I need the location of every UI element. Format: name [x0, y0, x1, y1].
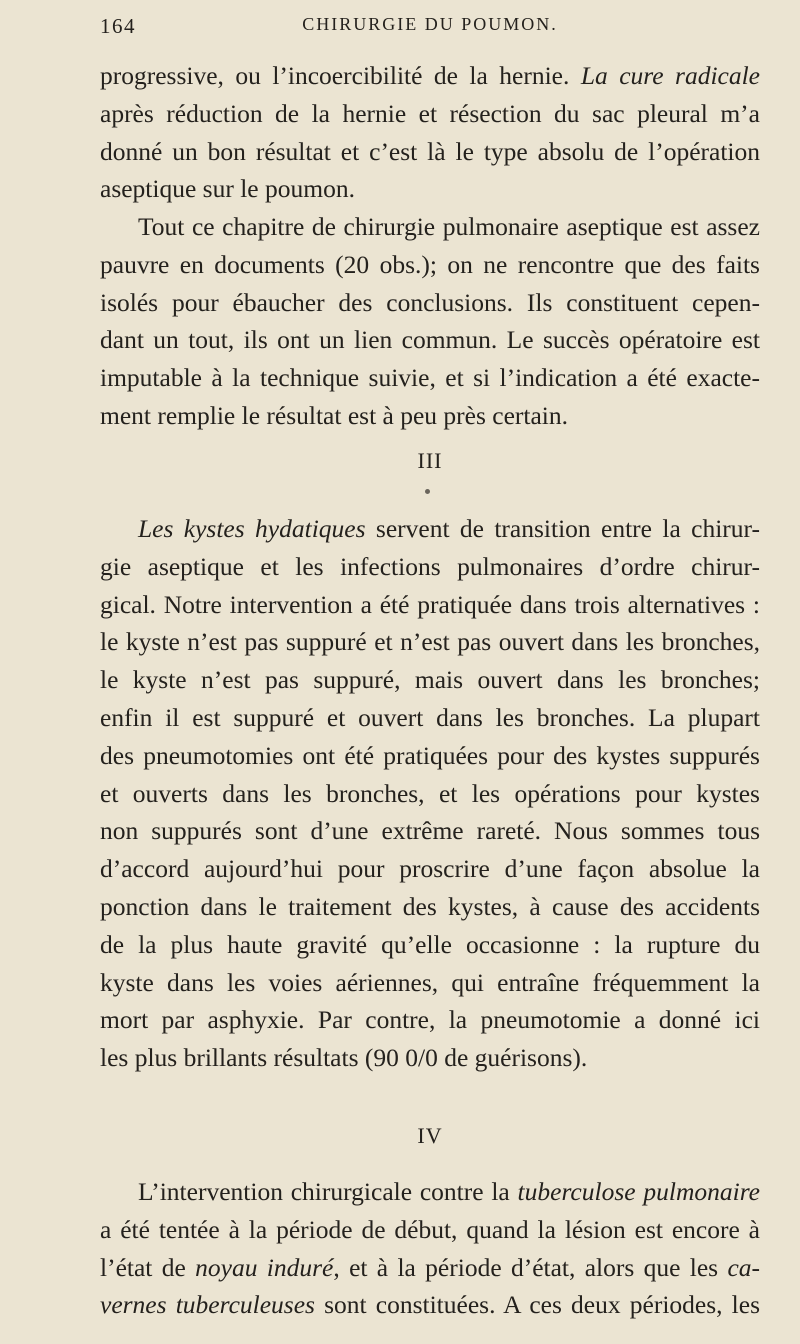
text-run: l’état de: [100, 1252, 196, 1282]
paragraph-2: [100, 208, 760, 435]
text-line: [100, 548, 760, 586]
italic-text-run: vernes tuberculeuses: [100, 1290, 315, 1320]
text-run: Tout ce chapitre de chirurgie pulmonaire aseptique est assez: [138, 212, 760, 241]
text-line: [100, 510, 760, 548]
text-line: [100, 1286, 760, 1324]
text-run: kyste dans les voies aériennes, qui entraîne fréquemment la: [100, 967, 760, 997]
section-heading-iv: IV: [417, 1123, 443, 1148]
paragraph-3: [100, 510, 760, 1077]
text-line: [100, 170, 760, 208]
text-run: donné un bon résultat et c’est là le type absolu de l’opération: [100, 136, 760, 166]
text-line: [100, 775, 760, 813]
text-line: [100, 208, 760, 246]
text-line: [100, 737, 760, 775]
page-number: 164: [100, 14, 136, 38]
text-line: [100, 1039, 760, 1077]
text-run: ment remplie le résultat est à peu près certain.: [100, 400, 569, 430]
text-run: d’accord aujourd’hui pour proscrire d’une façon absolue la: [100, 854, 760, 884]
text-line: [100, 57, 760, 95]
text-line: [100, 359, 760, 397]
paragraph-1: [100, 57, 760, 208]
text-line: [100, 964, 760, 1002]
text-run: non suppurés sont d’une extrême rareté. Nous sommes tous: [100, 816, 760, 846]
print-speck: [425, 489, 430, 494]
text-run: sont constituées. A ces deux périodes, les: [314, 1290, 760, 1320]
text-line: [100, 95, 760, 133]
text-run: aseptique sur le poumon.: [100, 174, 355, 204]
text-run: les plus brillants résultats (90 0/0 de guérisons).: [100, 1043, 588, 1073]
text-run: a été tentée à la période de début, quand la lésion est encore à: [100, 1214, 760, 1244]
text-line: [100, 623, 760, 661]
text-line: [100, 812, 760, 850]
page-header: [100, 14, 760, 44]
text-run: progressive, ou l’incoercibilité de la hernie.: [100, 61, 581, 90]
text-line: [100, 1249, 760, 1287]
text-run: imputable à la technique suivie, et si l’indication a été exacte-: [100, 363, 760, 393]
text-line: [100, 133, 760, 171]
text-line: [100, 321, 760, 359]
text-run: et ouverts dans les bronches, et les opérations pour kystes: [100, 778, 760, 808]
italic-text-run: Les kystes hydatiques: [138, 514, 366, 543]
text-run: mort par asphyxie. Par contre, la pneumotomie a donné ici: [100, 1005, 760, 1035]
paragraph-4: [100, 1173, 760, 1324]
text-run: dant un tout, ils ont un lien commun. Le succès opératoire est: [100, 325, 760, 355]
italic-text-run: La cure radicale: [580, 61, 760, 90]
running-head: CHIRURGIE DU POUMON.: [302, 14, 558, 34]
text-line: [100, 1001, 760, 1039]
section-heading-iii: III: [417, 448, 443, 473]
text-line: [100, 661, 760, 699]
text-run: après réduction de la hernie et résection du sac pleural m’a: [100, 98, 760, 128]
text-run: enfin il est suppuré et ouvert dans les bronches. La plupart: [100, 702, 760, 732]
text-line: [100, 850, 760, 888]
text-run: de la plus haute gravité qu’elle occasionne : la rupture du: [100, 929, 760, 959]
text-line: [100, 699, 760, 737]
text-run: gical. Notre intervention a été pratiquée dans trois alternatives :: [100, 589, 760, 619]
text-run: gie aseptique et les infections pulmonaires d’ordre chirur-: [100, 551, 760, 581]
text-line: [100, 1211, 760, 1249]
text-line: [100, 888, 760, 926]
text-run: des pneumotomies ont été pratiquées pour des kystes suppurés: [100, 740, 760, 770]
italic-text-run: tuberculose pulmonaire: [517, 1177, 760, 1206]
text-run: le kyste n’est pas suppuré, mais ouvert dans les bronches;: [100, 665, 760, 695]
text-line: [100, 586, 760, 624]
text-line: [100, 1173, 760, 1211]
text-run: , et à la période d’état, alors que les: [333, 1252, 728, 1282]
text-line: [100, 284, 760, 322]
italic-text-run: noyau induré: [195, 1252, 334, 1282]
text-line: [100, 926, 760, 964]
text-run: isolés pour ébaucher des conclusions. Ils constituent cepen-: [100, 287, 760, 317]
text-line: [100, 397, 760, 435]
text-run: L’intervention chirurgicale contre la: [138, 1177, 518, 1206]
text-run: le kyste n’est pas suppuré et n’est pas ouvert dans les bronches,: [100, 627, 760, 657]
italic-text-run: ca-: [727, 1252, 760, 1282]
text-run: servent de transition entre la chirur-: [365, 514, 760, 543]
text-run: ponction dans le traitement des kystes, à cause des accidents: [100, 891, 760, 921]
text-line: [100, 246, 760, 284]
text-run: pauvre en documents (20 obs.); on ne rencontre que des faits: [100, 249, 760, 279]
